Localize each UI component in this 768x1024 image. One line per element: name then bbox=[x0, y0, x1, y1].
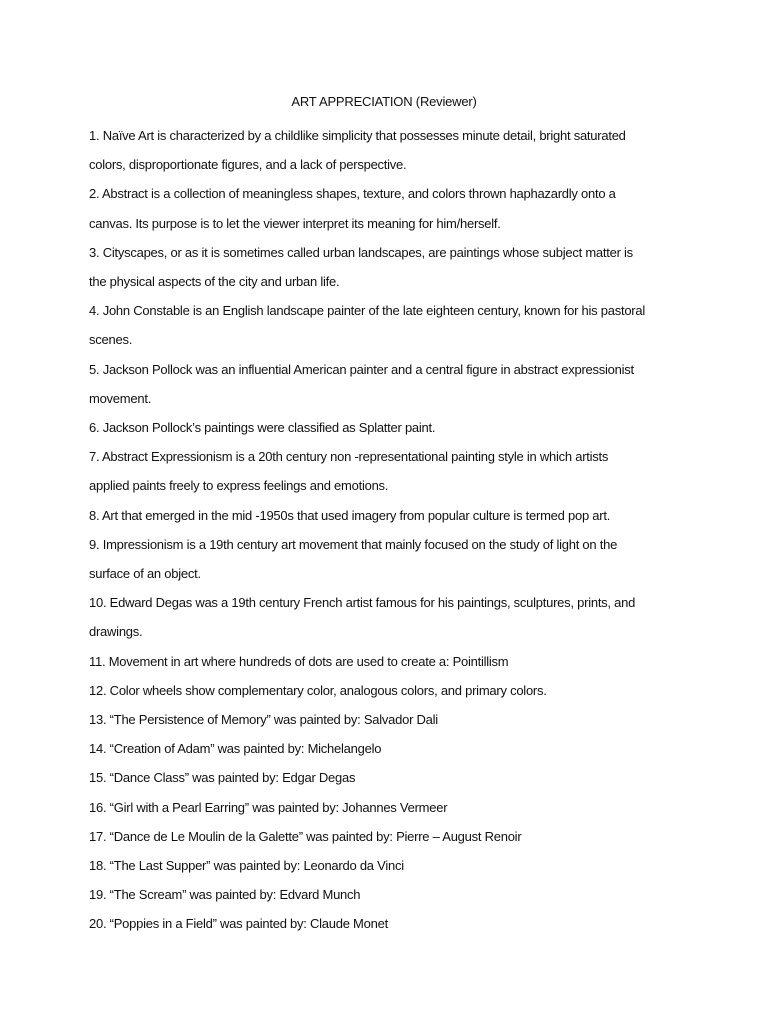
reviewer-item bbox=[89, 763, 687, 792]
reviewer-item-line: 10. Edward Degas was a 19th century French artist famous for his paintings, sculptures, prints, and bbox=[89, 595, 636, 611]
reviewer-item bbox=[89, 880, 687, 909]
reviewer-item-line: 13. “The Persistence of Memory” was painted by: Salvador Dali bbox=[89, 712, 438, 728]
reviewer-item bbox=[89, 121, 687, 179]
reviewer-item bbox=[89, 793, 687, 822]
reviewer-item bbox=[89, 442, 687, 500]
reviewer-item-line: surface of an object. bbox=[89, 566, 201, 582]
reviewer-item-line: 11. Movement in art where hundreds of dots are used to create a: Pointillism bbox=[89, 653, 509, 669]
reviewer-item bbox=[89, 851, 687, 880]
reviewer-item bbox=[89, 705, 687, 734]
reviewer-item-line: 6. Jackson Pollock’s paintings were classified as Splatter paint. bbox=[89, 420, 436, 436]
reviewer-item-line: movement. bbox=[89, 390, 152, 406]
reviewer-item-line: 3. Cityscapes, or as it is sometimes called urban landscapes, are paintings whose subject matter is bbox=[89, 244, 633, 260]
reviewer-item bbox=[89, 734, 687, 763]
reviewer-item bbox=[89, 355, 687, 413]
reviewer-item bbox=[89, 413, 687, 442]
reviewer-item-line: 14. “Creation of Adam” was painted by: Michelangelo bbox=[89, 741, 382, 757]
reviewer-item-line: scenes. bbox=[89, 332, 133, 348]
reviewer-item bbox=[89, 909, 687, 938]
reviewer-item-line: 4. John Constable is an English landscape painter of the late eighteen century, known for his pastoral bbox=[89, 303, 646, 319]
reviewer-item bbox=[89, 296, 687, 354]
reviewer-item-line: 17. “Dance de Le Moulin de la Galette” was painted by: Pierre – August Renoir bbox=[89, 828, 522, 844]
reviewer-item-line: 12. Color wheels show complementary color, analogous colors, and primary colors. bbox=[89, 682, 547, 698]
reviewer-item bbox=[89, 530, 687, 588]
reviewer-item-line: 15. “Dance Class” was painted by: Edgar Degas bbox=[89, 770, 356, 786]
reviewer-item-line: 20. “Poppies in a Field” was painted by: Claude Monet bbox=[89, 916, 388, 932]
reviewer-item-line: canvas. Its purpose is to let the viewer interpret its meaning for him/herself. bbox=[89, 215, 501, 231]
reviewer-item-line: applied paints freely to express feelings and emotions. bbox=[89, 478, 389, 494]
reviewer-item-line: 8. Art that emerged in the mid -1950s that used imagery from popular culture is termed pop art. bbox=[89, 507, 611, 523]
reviewer-item-line: 9. Impressionism is a 19th century art movement that mainly focused on the study of light on the bbox=[89, 536, 618, 552]
reviewer-item-line: 2. Abstract is a collection of meaningless shapes, texture, and colors thrown haphazardly onto a bbox=[89, 186, 616, 202]
reviewer-item bbox=[89, 501, 687, 530]
reviewer-item bbox=[89, 179, 687, 237]
reviewer-item-line: 18. “The Last Supper” was painted by: Leonardo da Vinci bbox=[89, 858, 404, 874]
reviewer-item bbox=[89, 822, 687, 851]
reviewer-item-line: 5. Jackson Pollock was an influential American painter and a central figure in abstract expressionist bbox=[89, 361, 634, 377]
reviewer-item-line: 19. “The Scream” was painted by: Edvard Munch bbox=[89, 887, 361, 903]
reviewer-item-line: 1. Naïve Art is characterized by a childlike simplicity that possesses minute detail, bright saturated bbox=[89, 128, 626, 143]
document-title: ART APPRECIATION (Reviewer) bbox=[291, 94, 477, 109]
reviewer-item bbox=[89, 647, 687, 676]
reviewer-item bbox=[89, 676, 687, 705]
reviewer-item-line: drawings. bbox=[89, 624, 143, 640]
reviewer-item-line: 7. Abstract Expressionism is a 20th century non -representational painting style in which artists bbox=[89, 449, 609, 465]
reviewer-item-line: the physical aspects of the city and urban life. bbox=[89, 274, 340, 290]
reviewer-list bbox=[89, 121, 687, 939]
reviewer-item bbox=[89, 588, 687, 646]
reviewer-item-line: colors, disproportionate figures, and a lack of perspective. bbox=[89, 157, 407, 173]
reviewer-item-line: 16. “Girl with a Pearl Earring” was painted by: Johannes Vermeer bbox=[89, 799, 448, 815]
reviewer-item bbox=[89, 238, 687, 296]
